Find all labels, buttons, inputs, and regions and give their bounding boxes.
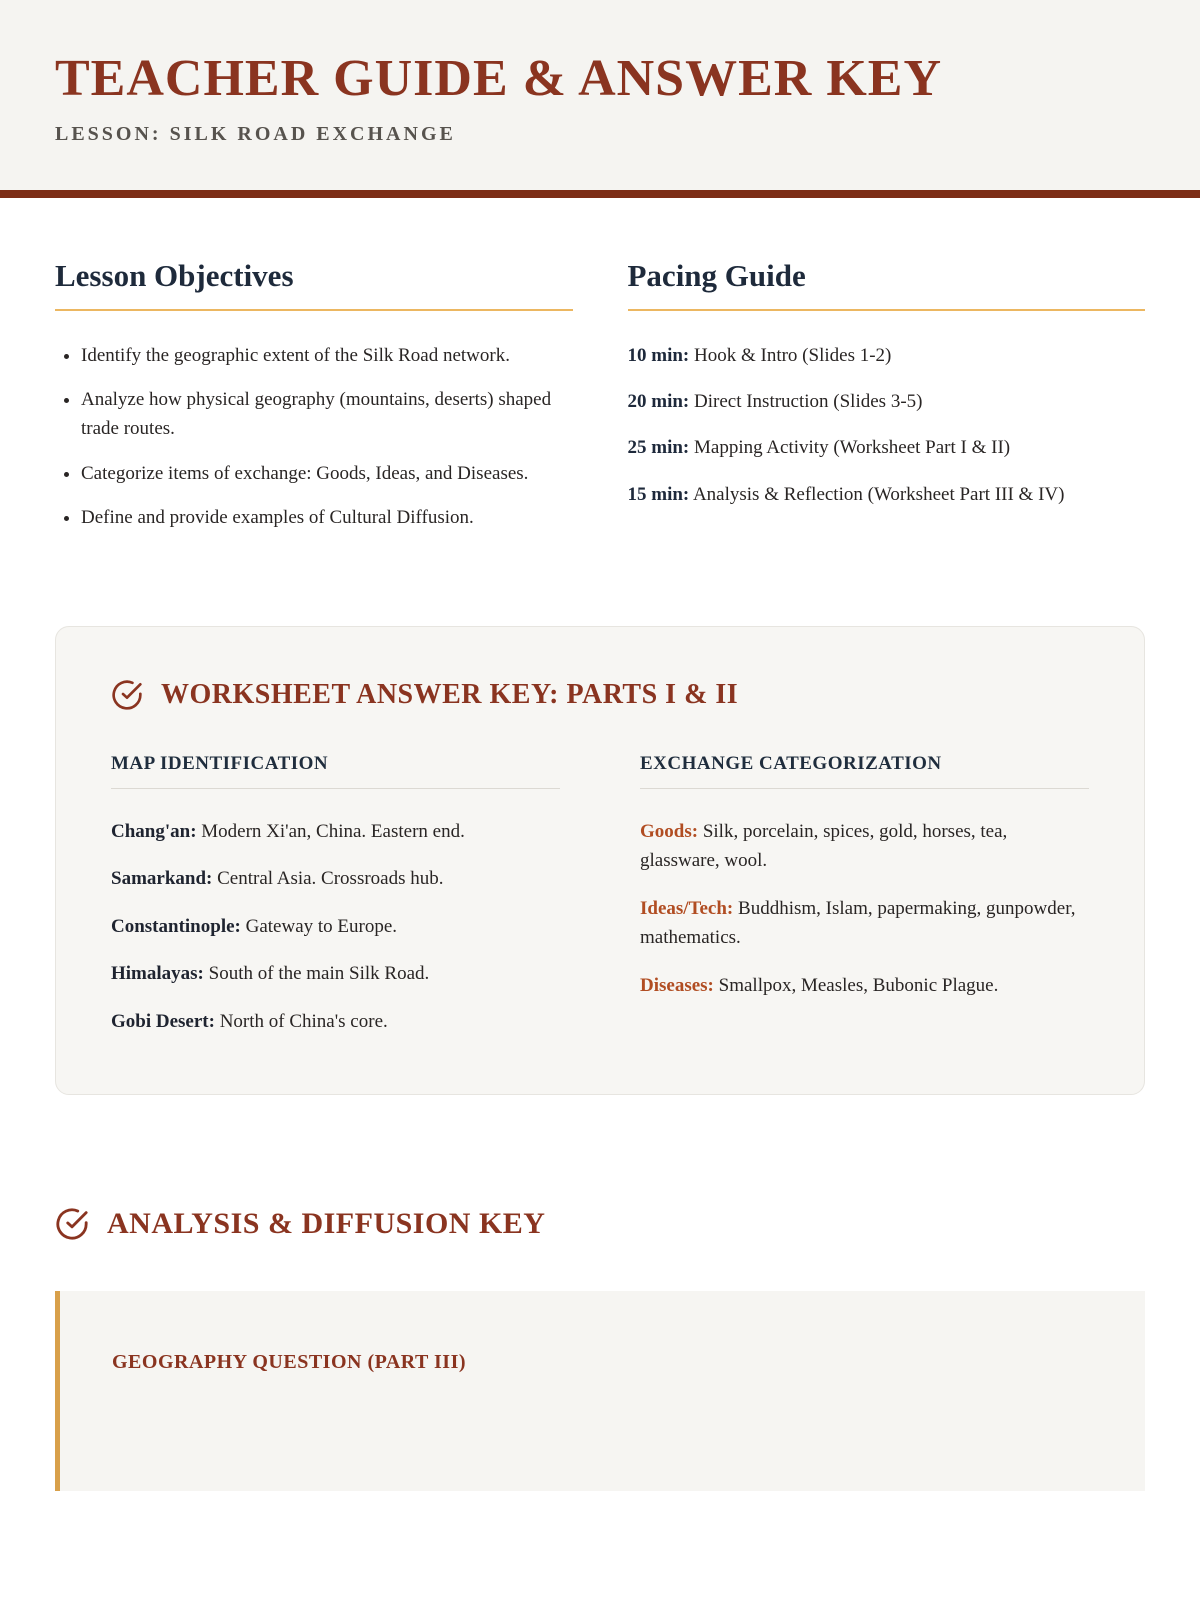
map-entry <box>111 1007 560 1036</box>
analysis-heading: ANALYSIS & DIFFUSION KEY <box>107 1206 546 1240</box>
map-entry-label: Constantinople: <box>111 915 241 937</box>
map-entry-text: North of China's core. <box>214 1010 388 1032</box>
pacing-time: 10 min: <box>627 344 690 366</box>
pacing-heading: Pacing Guide <box>628 258 1146 311</box>
geography-question-box <box>55 1291 1145 1491</box>
pacing-text: Hook & Intro (Slides 1-2) <box>689 344 892 366</box>
pacing-guide-column <box>628 258 1146 548</box>
analysis-section <box>55 1207 1145 1491</box>
page-title: TEACHER GUIDE & ANSWER KEY <box>55 50 943 107</box>
objectives-list <box>55 341 573 533</box>
worksheet-answer-key-card <box>55 626 1145 1095</box>
exchange-entry-label: Goods: <box>640 820 699 842</box>
exchange-entry-label: Diseases: <box>640 974 714 996</box>
pacing-item <box>628 387 1146 416</box>
exchange-entry <box>640 817 1089 876</box>
lesson-objectives-column <box>55 258 573 548</box>
exchange-categorization-heading: EXCHANGE CATEGORIZATION <box>640 753 1089 789</box>
map-entry <box>111 817 560 846</box>
answer-key-columns <box>111 753 1089 1054</box>
check-circle-icon <box>111 679 143 711</box>
exchange-entry <box>640 971 1089 1000</box>
pacing-time: 20 min: <box>627 391 690 413</box>
header-divider-bar <box>0 190 1200 198</box>
pacing-item <box>628 433 1146 462</box>
map-entry-label: Himalayas: <box>111 963 204 985</box>
map-entry <box>111 912 560 941</box>
lesson-subtitle: LESSON: SILK ROAD EXCHANGE <box>55 122 456 145</box>
pacing-text: Direct Instruction (Slides 3-5) <box>689 391 923 413</box>
pacing-item <box>628 480 1146 509</box>
map-entry-label: Chang'an: <box>111 820 197 842</box>
map-identification-column <box>111 753 560 1054</box>
objective-item: • Analyze how physical geography (mountains, deserts) shaped trade routes. <box>81 385 573 444</box>
objectives-heading: Lesson Objectives <box>55 258 573 311</box>
pacing-text: Analysis & Reflection (Worksheet Part III & IV) <box>689 483 1065 505</box>
map-entry <box>111 959 560 988</box>
analysis-header <box>55 1207 1145 1241</box>
main-content <box>0 258 1200 1491</box>
map-entry-text: Central Asia. Crossroads hub. <box>212 868 444 890</box>
pacing-time: 15 min: <box>627 483 690 505</box>
exchange-entry-label: Ideas/Tech: <box>640 897 734 919</box>
check-circle-icon <box>55 1207 89 1241</box>
geography-question-heading: GEOGRAPHY QUESTION (PART III) <box>112 1350 467 1373</box>
objective-item: • Define and provide examples of Cultural Diffusion. <box>81 503 573 532</box>
map-entry-text: South of the main Silk Road. <box>203 963 430 985</box>
exchange-categorization-column <box>640 753 1089 1054</box>
map-entry-text: Gateway to Europe. <box>240 915 398 937</box>
exchange-entry-text: Silk, porcelain, spices, gold, horses, tea, glassware, wool. <box>640 820 1008 872</box>
exchange-entry-text: Smallpox, Measles, Bubonic Plague. <box>713 974 999 996</box>
answer-key-header <box>111 679 1089 711</box>
objective-item: • Identify the geographic extent of the Silk Road network. <box>81 341 573 370</box>
answer-key-heading: WORKSHEET ANSWER KEY: PARTS I & II <box>161 678 739 710</box>
pacing-text: Mapping Activity (Worksheet Part I & II) <box>689 437 1011 459</box>
pacing-item <box>628 341 1146 370</box>
map-entry <box>111 864 560 893</box>
objective-item: • Categorize items of exchange: Goods, Ideas, and Diseases. <box>81 459 573 488</box>
intro-section <box>55 258 1145 548</box>
map-identification-heading: MAP IDENTIFICATION <box>111 753 560 789</box>
exchange-entry-text: Buddhism, Islam, papermaking, gunpowder, mathematics. <box>640 897 1076 949</box>
page-header <box>0 0 1200 190</box>
map-entry-text: Modern Xi'an, China. Eastern end. <box>196 820 465 842</box>
pacing-time: 25 min: <box>627 437 690 459</box>
map-entry-label: Samarkand: <box>111 868 213 890</box>
exchange-entry <box>640 894 1089 953</box>
map-entry-label: Gobi Desert: <box>111 1010 215 1032</box>
